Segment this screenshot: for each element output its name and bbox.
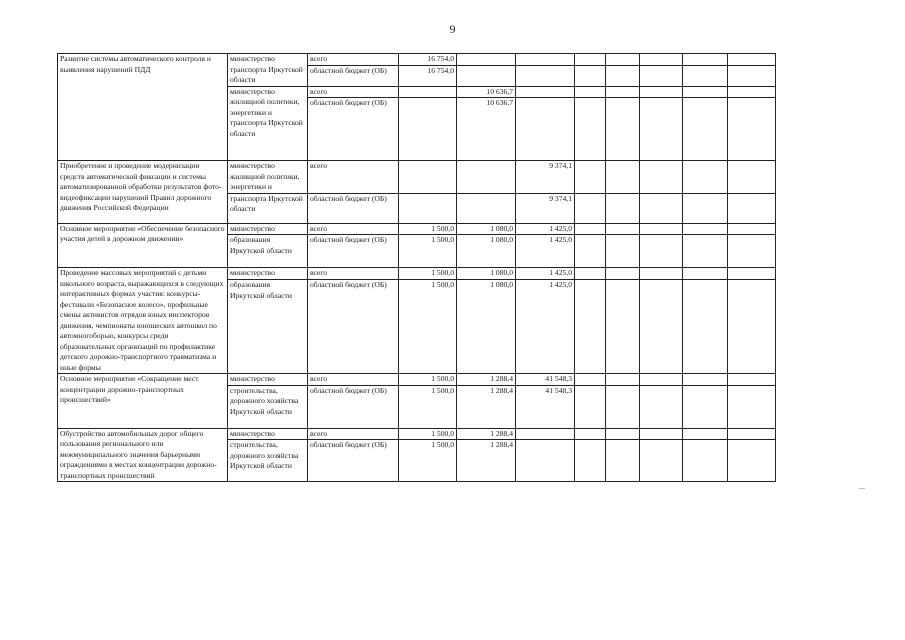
executor: строительства, дорожного хозяйства Иркутской области xyxy=(228,440,308,482)
source-label: областной бюджет (ОБ) xyxy=(308,65,399,86)
value-cell: 1 500,0 xyxy=(399,223,457,235)
value-cell: 1 500,0 xyxy=(399,235,457,268)
value-cell: 1 500,0 xyxy=(399,440,457,482)
value-cell: 1 500,0 xyxy=(399,428,457,440)
executor: министерство жилищной политики, энергетики и транспорта Иркутской области xyxy=(228,86,308,161)
table-row xyxy=(58,161,776,194)
value-cell: 1 425,0 xyxy=(516,235,575,268)
source-label: всего xyxy=(308,223,399,235)
value-cell: 16 754,0 xyxy=(399,65,457,86)
source-label: всего xyxy=(308,161,399,194)
budget-table xyxy=(57,53,776,482)
table-row xyxy=(58,54,776,66)
page-number: 9 xyxy=(449,22,456,36)
source-label: областной бюджет (ОБ) xyxy=(308,440,399,482)
value-cell: 41 548,3 xyxy=(516,374,575,386)
source-label: областной бюджет (ОБ) xyxy=(308,193,399,223)
value-cell: 1 288,4 xyxy=(457,428,516,440)
activity-name: Проведение массовых мероприятий с детьми школьного возраста, выражающихся в следующих интерактивных формах участия: конкурсы-фестивали «Безопасное колесо», профильные смены активистов отрядов юных инспекторов движения, чемпионаты юношеских автошкол по автомногоборью, конкурсы среди образовательных организаций по профилактике детского дорожно-транспортного травматизма и иные формы xyxy=(58,268,228,374)
value-cell: 1 425,0 xyxy=(516,280,575,374)
executor: министерство xyxy=(228,428,308,440)
value-cell: 1 500,0 xyxy=(399,385,457,428)
table-row xyxy=(58,374,776,386)
activity-name: Приобретение и проведение модернизации средств автоматической фиксации и системы автоматизированной обработки результатов фото-видеофиксации нарушений Правил дорожного движения Российской Федерации xyxy=(58,161,228,224)
value-cell: 1 080,0 xyxy=(457,268,516,280)
executor: образования Иркутской области xyxy=(228,280,308,374)
scan-mark xyxy=(859,488,865,489)
value-cell: 1 500,0 xyxy=(399,268,457,280)
executor: министерство xyxy=(228,223,308,235)
executor: образования Иркутской области xyxy=(228,235,308,268)
value-cell: 1 080,0 xyxy=(457,280,516,374)
value-cell: 1 500,0 xyxy=(399,374,457,386)
activity-name: Основное мероприятие «Сокращение мест концентрации дорожно-транспортных происшествий» xyxy=(58,374,228,429)
table-row xyxy=(58,223,776,235)
activity-name: Развитие системы автоматического контроля и выявления нарушений ПДД xyxy=(58,54,228,161)
value-cell: 1 288,4 xyxy=(457,440,516,482)
executor: строительства, дорожного хозяйства Иркутской области xyxy=(228,385,308,428)
value-cell: 9 374,1 xyxy=(516,193,575,223)
source-label: областной бюджет (ОБ) xyxy=(308,98,399,161)
source-label: всего xyxy=(308,86,399,98)
source-label: всего xyxy=(308,54,399,66)
table-row xyxy=(58,428,776,440)
value-cell: 16 754,0 xyxy=(399,54,457,66)
executor: министерство xyxy=(228,374,308,386)
source-label: областной бюджет (ОБ) xyxy=(308,385,399,428)
source-label: всего xyxy=(308,428,399,440)
value-cell: 1 288,4 xyxy=(457,385,516,428)
activity-name: Обустройство автомобильных дорог общего пользования регионального или межмуниципального значения барьерными ограждениями в местах концентрации дорожно-транспортных происшествий xyxy=(58,428,228,482)
value-cell: 1 500,0 xyxy=(399,280,457,374)
source-label: областной бюджет (ОБ) xyxy=(308,280,399,374)
source-label: всего xyxy=(308,374,399,386)
value-cell: 1 425,0 xyxy=(516,223,575,235)
value-cell: 10 636,7 xyxy=(457,86,516,98)
table-row xyxy=(58,268,776,280)
value-cell: 41 548,3 xyxy=(516,385,575,428)
value-cell: 1 080,0 xyxy=(457,235,516,268)
source-label: областной бюджет (ОБ) xyxy=(308,235,399,268)
executor: министерство транспорта Иркутской области xyxy=(228,54,308,87)
source-label: всего xyxy=(308,268,399,280)
executor: транспорта Иркутской области xyxy=(228,193,308,223)
value-cell: 1 288,4 xyxy=(457,374,516,386)
value-cell: 1 425,0 xyxy=(516,268,575,280)
value-cell: 1 080,0 xyxy=(457,223,516,235)
value-cell: 10 636,7 xyxy=(457,98,516,161)
value-cell: 9 374,1 xyxy=(516,161,575,194)
executor: министерство xyxy=(228,268,308,280)
executor: министерство жилищной политики, энергетики и xyxy=(228,161,308,194)
activity-name: Основное мероприятие «Обеспечение безопасного участия детей в дорожном движении» xyxy=(58,223,228,268)
